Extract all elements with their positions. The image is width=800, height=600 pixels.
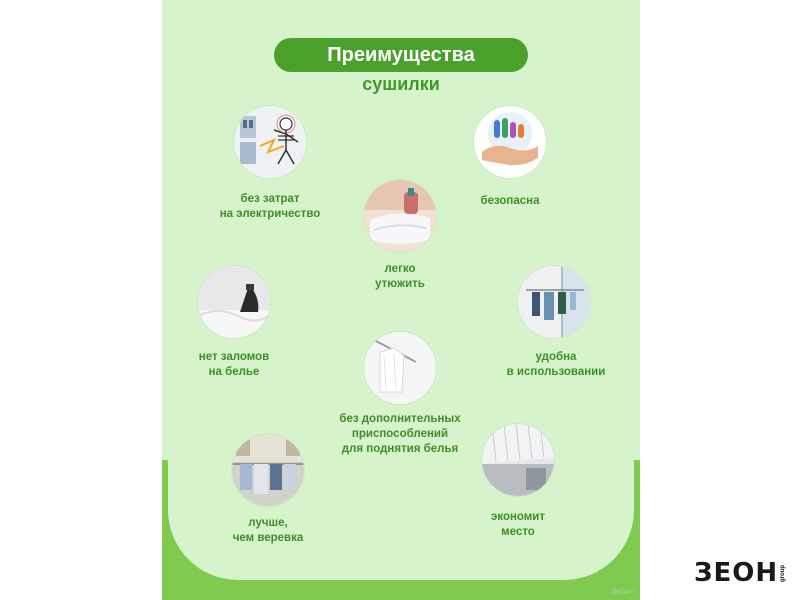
benefits-poster: [162, 0, 640, 600]
family-hand-icon: [474, 106, 546, 178]
clothesline-icon: [232, 434, 304, 506]
page-title: Преимущества: [274, 38, 528, 72]
benefit-label-no-creases: [162, 350, 306, 380]
benefit-label-no-extra-devices: [312, 412, 488, 457]
logo-text: ЗЕОН: [694, 558, 779, 588]
benefit-line: безопасна: [480, 195, 540, 207]
benefit-line: для поднятия белья: [341, 443, 459, 455]
benefit-line: на электричество: [219, 208, 321, 220]
benefit-line: без дополнительных: [339, 413, 461, 425]
benefit-label-better-than-rope: [212, 516, 324, 546]
benefit-line: утюжить: [375, 278, 425, 290]
skeleton-electric-panel-icon: [234, 106, 306, 178]
benefit-line: на белье: [208, 366, 260, 378]
iron-icon: [198, 266, 270, 338]
benefit-line: лучше,: [248, 517, 288, 529]
benefit-line: в использовании: [506, 366, 606, 378]
benefit-label-easy-ironing: [328, 262, 472, 292]
benefit-label-convenient: [482, 350, 630, 380]
ceiling-dryer-icon: [482, 424, 554, 496]
benefit-line: нет заломов: [198, 351, 270, 363]
benefit-line: чем веревка: [232, 532, 304, 544]
benefit-line: удобна: [535, 351, 577, 363]
benefit-line: экономит: [490, 511, 545, 523]
watermark: Зеон+: [611, 587, 634, 596]
benefit-line: без затрат: [240, 193, 300, 205]
balcony-dryer-icon: [518, 266, 590, 338]
benefit-line: легко: [384, 263, 416, 275]
benefit-label-safe: [452, 194, 568, 209]
page-subtitle: сушилки: [362, 74, 440, 94]
benefit-label-no-electricity: [194, 192, 346, 222]
brand-logo: [694, 558, 787, 588]
benefit-line: место: [501, 526, 535, 538]
benefit-line: приспособлений: [351, 428, 449, 440]
logo-suffix: group: [780, 564, 787, 582]
ironing-linen-icon: [364, 180, 436, 252]
hanging-shirt-icon: [364, 332, 436, 404]
benefit-label-saves-space: [460, 510, 576, 540]
